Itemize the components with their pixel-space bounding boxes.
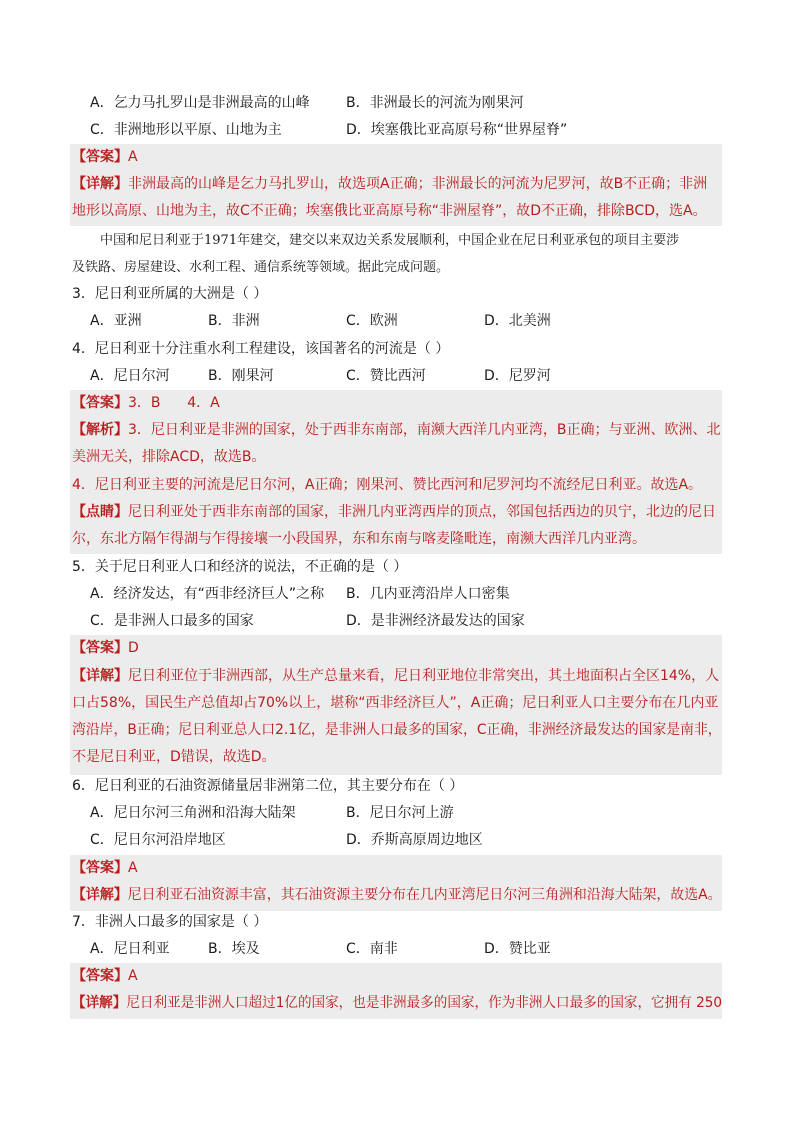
detail-tag: 【详解】 xyxy=(72,995,127,1011)
q5-detail-line-4: 不是尼日利亚，D错误，故选D。 xyxy=(72,749,276,765)
q34-analysis-line-3: 4．尼日利亚主要的河流是尼日尔河，A正确；刚果河、赞比西河和尼罗河均不流经尼日利亚。故选A。 xyxy=(72,477,703,493)
answer-value: A xyxy=(128,968,138,984)
q34-analysis-line-1 xyxy=(72,417,721,444)
q7-option-c: C．南非 xyxy=(346,941,398,957)
detail-text: 尼日利亚是非洲人口超过1亿的国家，也是非洲最多的国家，作为非洲人口最多的国家，它拥有 250 xyxy=(126,995,723,1011)
q7-answer xyxy=(72,963,138,990)
q5-detail-line-2: 口占58%，国民生产总值却占70%以上，堪称“西非经济巨人”，A正确；尼日利亚人口主要分布在几内亚 xyxy=(72,695,719,711)
q6-option-c: C．尼日尔河沿岸地区 xyxy=(90,832,226,848)
q7-option-b: B．埃及 xyxy=(208,941,260,957)
q5-detail-line-3: 湾沿岸，B正确；尼日利亚总人口2.1亿，是非洲人口最多的国家，C正确，非洲经济最发达的国家是南非， xyxy=(72,722,722,738)
analysis-text: 3．尼日利亚是非洲的国家，处于西非东南部，南濒大西洋几内亚湾，B正确；与亚洲、欧洲、北 xyxy=(128,422,721,438)
q7-option-d: D．赞比亚 xyxy=(484,941,551,957)
q6-detail-line-1 xyxy=(72,882,722,909)
q2-detail-line-1 xyxy=(72,171,707,198)
tip-tag: 【点睛】 xyxy=(72,504,128,520)
q3-option-a: A．亚洲 xyxy=(90,313,142,329)
detail-text: 尼日利亚石油资源丰富，其石油资源主要分布在几内亚湾尼日尔河三角洲和沿海大陆架，故选A。 xyxy=(127,887,722,903)
q5-option-c: C．是非洲人口最多的国家 xyxy=(90,613,254,629)
tip-text: 尼日利亚处于西非东南部的国家，非洲几内亚湾西岸的顶点，邻国包括西边的贝宁，北边的尼日 xyxy=(128,504,716,520)
q34-tip-line-2: 尔，东北方隔乍得湖与乍得接壤一小段国界，东和东南与喀麦隆毗连，南濒大西洋几内亚湾。 xyxy=(72,531,646,547)
q5-detail-line-1 xyxy=(72,663,719,690)
q5-option-d: D．是非洲经济最发达的国家 xyxy=(346,613,525,629)
q2-answer xyxy=(72,144,138,171)
q4-option-c: C．赞比西河 xyxy=(346,368,426,384)
q3-option-b: B．非洲 xyxy=(208,313,260,329)
q34-analysis-line-2: 美洲无关，排除ACD，故选B。 xyxy=(72,449,266,465)
q2-option-a: A．乞力马扎罗山是非洲最高的山峰 xyxy=(90,95,310,111)
answer-tag: 【答案】 xyxy=(72,968,128,984)
answer-value: A xyxy=(128,149,138,165)
answer-tag: 【答案】 xyxy=(72,149,128,165)
q3-question: 3．尼日利亚所属的大洲是（ ） xyxy=(72,286,268,302)
detail-text: 尼日利亚位于非洲西部，从生产总量来看，尼日利亚地位非常突出，其土地面积占全区14%，人 xyxy=(128,668,720,684)
q2-detail-line-2: 地形以高原、山地为主，故C不正确；埃塞俄比亚高原号称“非洲屋脊”，故D不正确，排除BCD，选A。 xyxy=(72,203,707,219)
q6-option-a: A．尼日尔河三角洲和沿海大陆架 xyxy=(90,805,296,821)
detail-tag: 【详解】 xyxy=(72,176,128,192)
answer-tag: 【答案】 xyxy=(72,395,128,411)
stem-line-1: 中国和尼日利亚于1971年建交，建交以来双边关系发展顺利，中国企业在尼日利亚承包的项目主要涉 xyxy=(100,233,680,248)
answer-value: A xyxy=(128,860,138,876)
q3-option-d: D．北美洲 xyxy=(484,313,551,329)
answer-value: D xyxy=(128,640,139,656)
q2-option-b: B．非洲最长的河流为刚果河 xyxy=(346,95,524,111)
q3-option-c: C．欧洲 xyxy=(346,313,398,329)
answer-tag: 【答案】 xyxy=(72,640,128,656)
q6-option-d: D．乔斯高原周边地区 xyxy=(346,832,483,848)
answer-value: 3．B 4．A xyxy=(128,395,220,411)
q6-question: 6．尼日利亚的石油资源储量居非洲第二位，其主要分布在（ ） xyxy=(72,778,464,794)
stem-line-2: 及铁路、房屋建设、水利工程、通信系统等领域。据此完成问题。 xyxy=(72,260,450,275)
analysis-tag: 【解析】 xyxy=(72,422,128,438)
q4-question: 4．尼日利亚十分注重水利工程建设，该国著名的河流是（ ） xyxy=(72,341,450,357)
q5-answer xyxy=(72,635,139,662)
q6-option-b: B．尼日尔河上游 xyxy=(346,805,454,821)
q4-option-b: B．刚果河 xyxy=(208,368,274,384)
q34-answer xyxy=(72,390,220,417)
detail-tag: 【详解】 xyxy=(72,887,128,903)
q6-answer xyxy=(72,855,138,882)
q5-option-b: B．几内亚湾沿岸人口密集 xyxy=(346,586,510,602)
q4-option-a: A．尼日尔河 xyxy=(90,368,170,384)
answer-tag: 【答案】 xyxy=(72,860,128,876)
q7-option-a: A．尼日利亚 xyxy=(90,941,170,957)
q5-question: 5．关于尼日利亚人口和经济的说法，不正确的是（ ） xyxy=(72,559,408,575)
q7-detail-line-1 xyxy=(72,990,722,1017)
q7-question: 7．非洲人口最多的国家是（ ） xyxy=(72,914,268,930)
q2-option-c: C．非洲地形以平原、山地为主 xyxy=(90,122,282,138)
q4-option-d: D．尼罗河 xyxy=(484,368,551,384)
q5-option-a: A．经济发达，有“西非经济巨人”之称 xyxy=(90,586,325,602)
q34-tip-line-1 xyxy=(72,499,716,526)
detail-text: 非洲最高的山峰是乞力马扎罗山，故选项A正确；非洲最长的河流为尼罗河，故B不正确；非洲 xyxy=(128,176,708,192)
detail-tag: 【详解】 xyxy=(72,668,128,684)
q2-option-d: D．埃塞俄比亚高原号称“世界屋脊” xyxy=(346,122,568,138)
